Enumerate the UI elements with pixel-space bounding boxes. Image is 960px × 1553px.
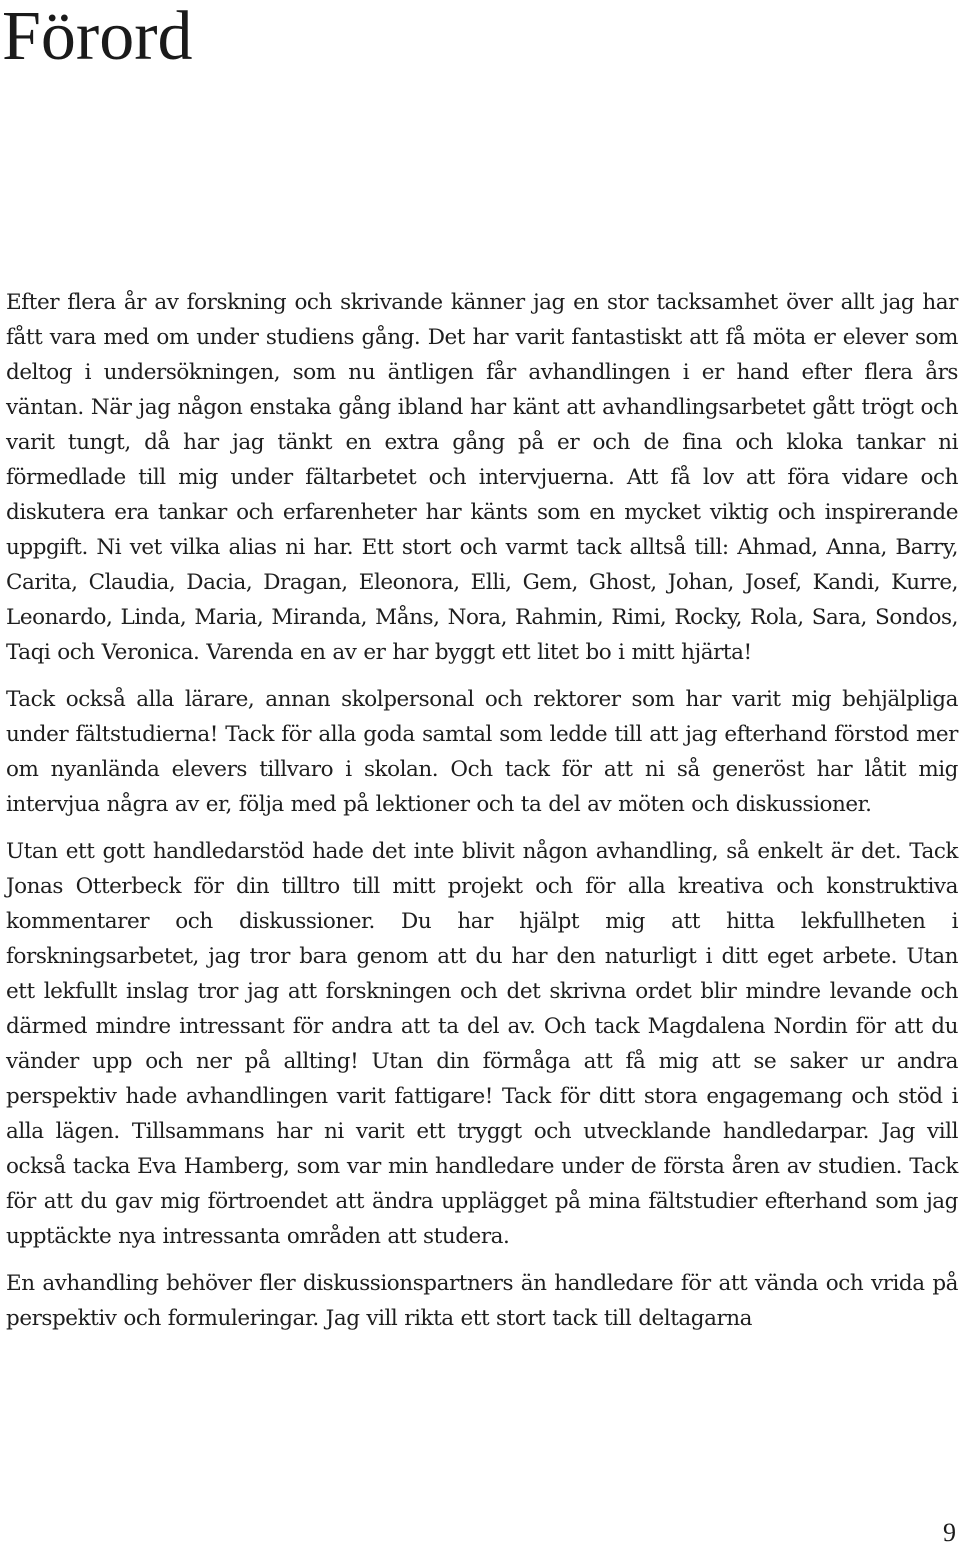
body-text bbox=[6, 285, 958, 1336]
page-title: Förord bbox=[2, 0, 193, 75]
paragraph-teachers-thanks: Tack också alla lärare, annan skolpersonal och rektorer som har varit mig behjälpliga under fältstudierna! Tack för alla goda samtal som ledde till att jag efterhand förstod mer om nyanlända elevers tillvaro i skolan. Och tack för att ni så generöst har låtit mig intervjua några av er, följa med på lektioner och ta del av möten och diskussioner. bbox=[6, 687, 958, 817]
page-number: 9 bbox=[943, 1518, 956, 1547]
paragraph-students-thanks: Efter flera år av forskning och skrivande känner jag en stor tacksamhet över allt jag har fått vara med om under studiens gång. Det har varit fantastiskt att få möta er elever som deltog i undersökningen, som nu äntligen får avhandlingen i er hand efter flera års väntan. När jag någon enstaka gång ibland har känt att avhandlingsarbetet gått trögt och varit tungt, då har jag tänkt en extra gång på er och de fina och kloka tankar ni förmedlade till mig under fältarbetet och intervjuerna. Att få lov att föra vidare och diskutera era tankar och erfarenheter har känts som en mycket viktig och inspirerande uppgift. Ni vet vilka alias ni har. Ett stort och varmt tack alltså till: Ahmad, Anna, Barry, Carita, Claudia, Dacia, Dragan, Eleonora, Elli, Gem, Ghost, Johan, Josef, Kandi, Kurre, Leonardo, Linda, Maria, Miranda, Måns, Nora, Rahmin, Rimi, Rocky, Rola, Sara, Sondos, Taqi och Veronica. Varenda en av er har byggt ett litet bo i mitt hjärta! bbox=[6, 290, 958, 665]
paragraph-supervisors-thanks: Utan ett gott handledarstöd hade det inte blivit någon avhandling, så enkelt är det. Tack Jonas Otterbeck för din tilltro till mitt projekt och för alla kreativa och konstruktiva kommentarer och diskussioner. Du har hjälpt mig att hitta lekfullheten i forskningsarbetet, jag tror bara genom att du har den naturligt i ditt eget arbete. Utan ett lekfullt inslag tror jag att forskningen och det skrivna ordet blir mindre levande och därmed mindre intressant för andra att ta del av. Och tack Magdalena Nordin för att du vänder upp och ner på allting! Utan din förmåga att få mig att se saker ur andra perspektiv hade avhandlingen varit fattigare! Tack för ditt stora engagemang och stöd i alla lägen. Tillsammans har ni varit ett tryggt och utvecklande handledarpar. Jag vill också tacka Eva Hamberg, som var min handledare under de första åren av studien. Tack för att du gav mig förtroendet att ändra upplägget på mina fältstudier efterhand som jag upptäckte nya intressanta områden att studera. bbox=[6, 839, 958, 1249]
paragraph-discussion-partners: En avhandling behöver fler diskussionspartners än handledare för att vända och vrida på perspektiv och formuleringar. Jag vill rikta ett stort tack till deltagarna bbox=[6, 1271, 958, 1331]
